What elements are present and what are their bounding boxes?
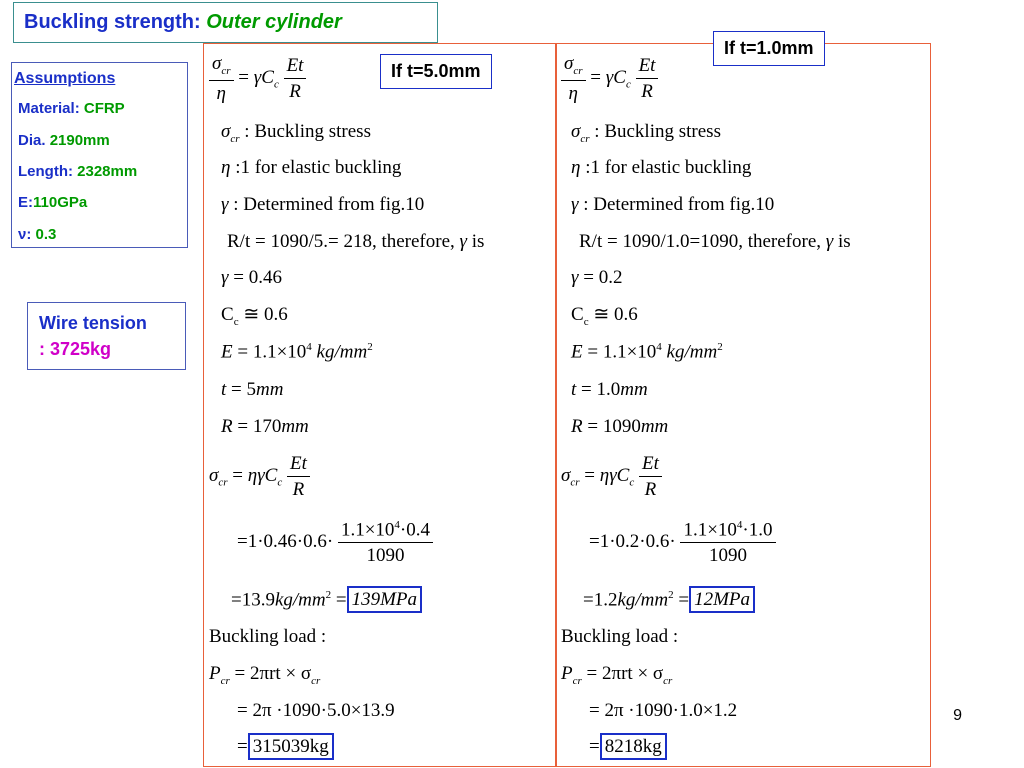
rt-line: R/t = 1090/5.= 218, therefore, γ is: [227, 231, 485, 252]
modulus-value: $E = 1.1\times 10^4$ $kg/mm^2$: [571, 341, 723, 363]
material-row: Material: CFRP: [18, 100, 125, 117]
load-calc: = 2π ·1090·5.0×13.9: [237, 700, 395, 721]
load-formula: $P_{cr} = 2\pi rt \times \sigma_{cr}$: [561, 663, 673, 687]
page-number: 9: [953, 707, 962, 724]
assumptions-box: [11, 62, 188, 248]
radius-value: R = 1090mm: [571, 416, 669, 437]
buckling-formula: $\frac{\sigma_{cr}}{\eta}$ = $\gamma C_c$ $\frac{Et}{R}$: [209, 54, 306, 103]
stress-result-highlight: 139MPa: [347, 586, 422, 613]
case-label-t5: If t=5.0mm: [380, 54, 492, 89]
def-gamma: γ : Determined from fig.10: [221, 194, 425, 215]
wire-tension-label: Wire tension: [39, 313, 147, 333]
load-formula: $P_{cr} = 2\pi rt \times \sigma_{cr}$: [209, 663, 321, 687]
dia-row: Dia. 2190mm: [18, 132, 110, 149]
stress-calc: =1·0.46·0.6· $\frac{1.1\times 10^4\cdot 0.4}{1090}$: [237, 520, 433, 565]
load-result-highlight: 315039kg: [248, 733, 334, 760]
load-calc: = 2π ·1090·1.0×1.2: [589, 700, 738, 721]
def-gamma: γ : Determined from fig.10: [571, 194, 775, 215]
slide-title-box: [13, 2, 438, 43]
stress-result: $=1.2kg/mm^2 = 12MPa$: [583, 590, 755, 609]
load-result-highlight: 8218kg: [600, 733, 667, 760]
wire-tension-box: [27, 302, 186, 370]
modulus-row: E:110GPa: [18, 194, 88, 211]
case-panel-t1: [556, 43, 931, 767]
def-sigma: $\sigma_{cr}$ : Buckling stress: [571, 121, 721, 145]
gamma-value: γ = 0.2: [571, 267, 623, 288]
stress-calc: =1·0.2·0.6· $\frac{1.1\times 10^4\cdot 1.0}{1090}$: [589, 520, 776, 565]
def-eta: η :1 for elastic buckling: [571, 157, 752, 178]
poisson-row: ν: 0.3: [18, 226, 57, 243]
load-label: Buckling load :: [561, 626, 679, 647]
thickness-value: t = 1.0mm: [571, 379, 648, 400]
case-panel-t5: [203, 43, 556, 767]
stress-formula: $\sigma_{cr} = \eta\gamma C_c$ $\frac{Et}{R}$: [209, 454, 310, 499]
load-result: = 8218kg: [589, 737, 667, 756]
title-prefix: Buckling strength:: [24, 11, 201, 33]
title-emphasis: Outer cylinder: [206, 11, 342, 33]
case-label-t1: If t=1.0mm: [713, 31, 825, 66]
wire-tension-value: : 3725kg: [39, 339, 112, 359]
assumptions-heading: Assumptions: [14, 70, 116, 87]
def-sigma: $\sigma_{cr}$ : Buckling stress: [221, 121, 371, 145]
load-result: = 315039kg: [237, 737, 334, 756]
gamma-value: γ = 0.46: [221, 267, 282, 288]
load-label: Buckling load :: [209, 626, 327, 647]
cc-value: $C_c$ ≅ 0.6: [571, 304, 638, 328]
stress-result-highlight: 12MPa: [689, 586, 755, 613]
cc-value: $C_c$ ≅ 0.6: [221, 304, 288, 328]
buckling-formula: $\frac{\sigma_{cr}}{\eta}$ = $\gamma C_c$ $\frac{Et}{R}$: [561, 54, 658, 103]
stress-formula: $\sigma_{cr} = \eta\gamma C_c$ $\frac{Et}{R}$: [561, 454, 662, 499]
length-row: Length: 2328mm: [18, 163, 138, 180]
modulus-value: $E = 1.1\times 10^4$ $kg/mm^2$: [221, 341, 373, 363]
stress-result: $=13.9kg/mm^2 = 139MPa$: [231, 590, 422, 609]
thickness-value: t = 5mm: [221, 379, 284, 400]
slide-title: [24, 11, 342, 34]
rt-line: R/t = 1090/1.0=1090, therefore, γ is: [579, 231, 851, 252]
radius-value: R = 170mm: [221, 416, 309, 437]
def-eta: η :1 for elastic buckling: [221, 157, 402, 178]
